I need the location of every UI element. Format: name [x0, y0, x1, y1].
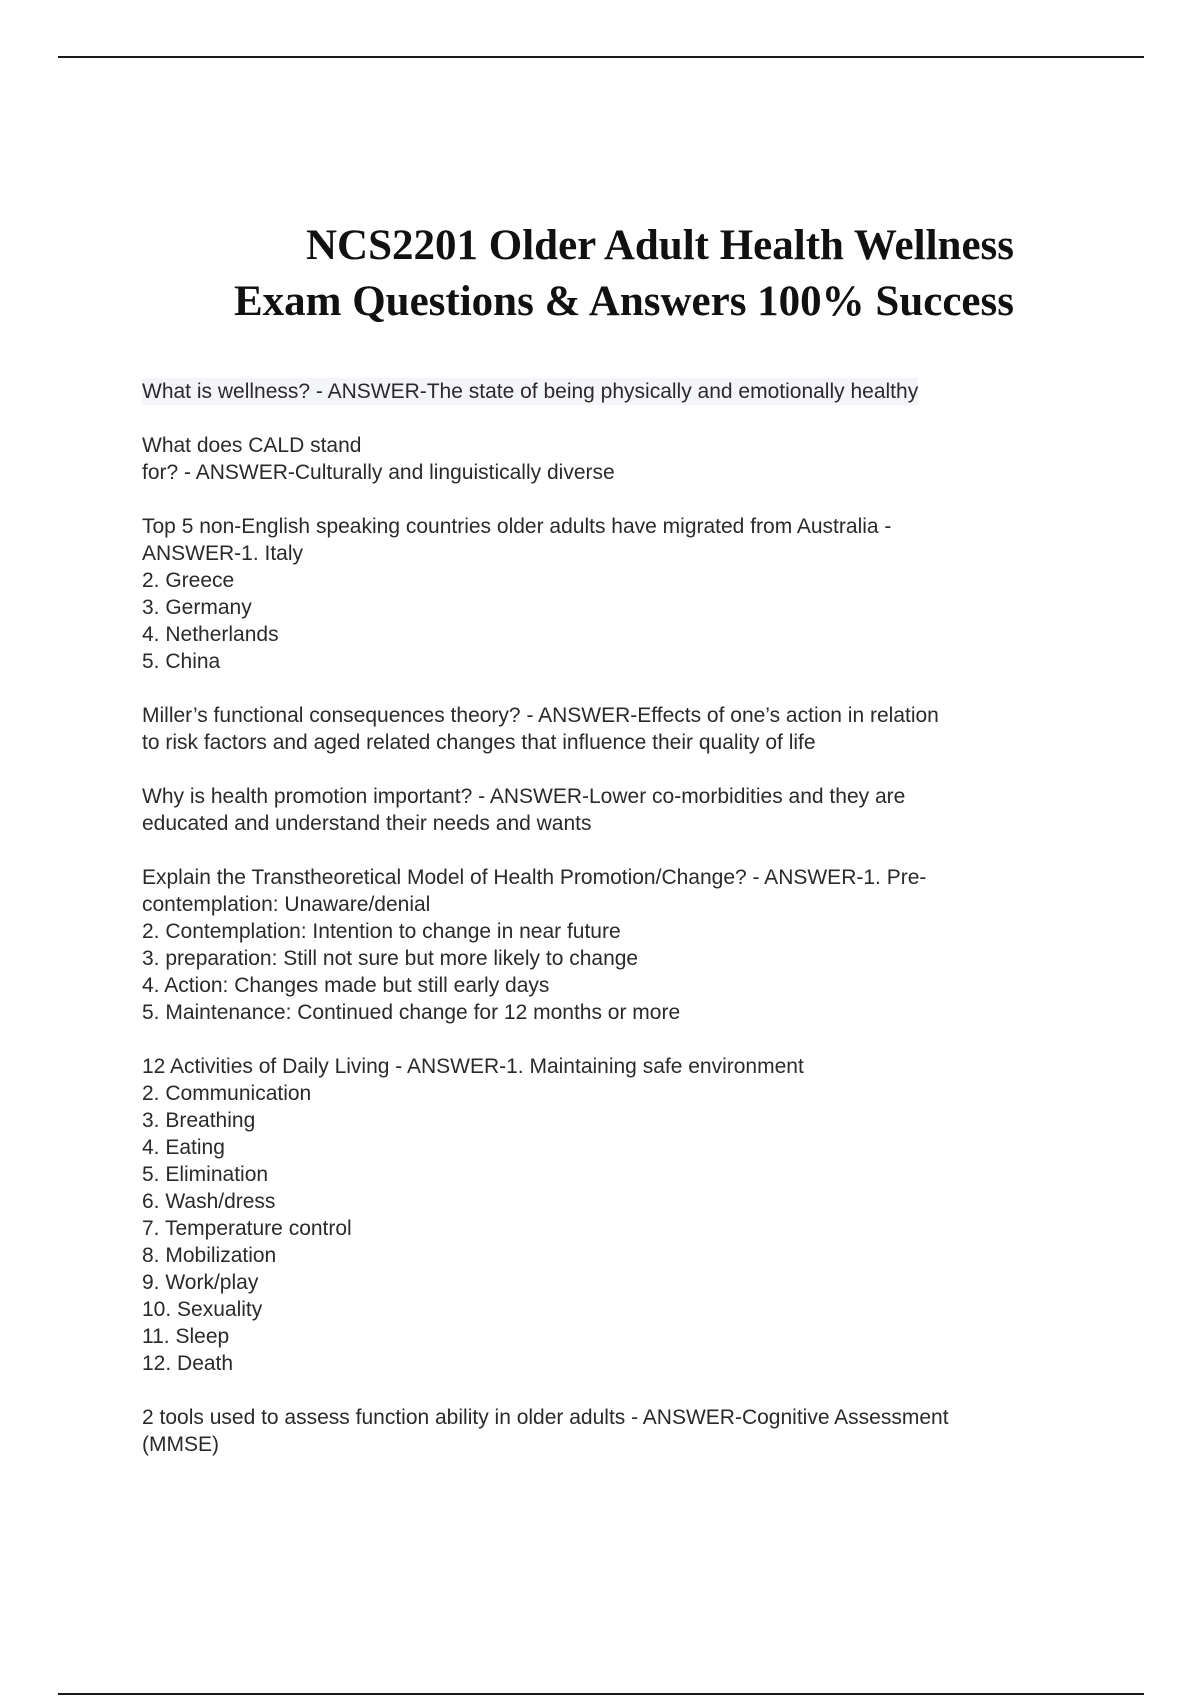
qa-line: 4. Action: Changes made but still early days [142, 974, 550, 997]
qa-line: 4. Netherlands [142, 623, 279, 646]
top-rule [58, 56, 1144, 58]
qa-line: 4. Eating [142, 1136, 225, 1159]
qa-line: What does CALD stand [142, 434, 362, 457]
qa-list [142, 378, 1062, 1485]
qa-line: contemplation: Unaware/denial [142, 893, 431, 916]
document-title [100, 218, 1014, 330]
qa-line: ANSWER-1. Italy [142, 542, 304, 565]
qa-item [142, 1053, 1062, 1377]
qa-line: 12. Death [142, 1352, 234, 1375]
qa-line: 2. Communication [142, 1082, 312, 1105]
qa-line: to risk factors and aged related changes that influence their quality of life [142, 731, 816, 754]
title-line-2: Exam Questions & Answers 100% Success [233, 278, 1014, 325]
qa-line: 2. Contemplation: Intention to change in near future [142, 920, 621, 943]
qa-line: What is wellness? - ANSWER-The state of being physically and emotionally healthy [142, 380, 919, 403]
qa-line: Top 5 non-English speaking countries older adults have migrated from Australia - [142, 515, 892, 538]
qa-line: 5. Maintenance: Continued change for 12 months or more [142, 1001, 681, 1024]
qa-line: educated and understand their needs and wants [142, 812, 592, 835]
qa-line: 5. China [142, 650, 221, 673]
qa-item [142, 378, 1062, 405]
qa-line: 2. Greece [142, 569, 235, 592]
qa-line: Miller’s functional consequences theory? - ANSWER-Effects of one’s action in relation [142, 704, 939, 727]
qa-item [142, 432, 1062, 486]
title-line-1: NCS2201 Older Adult Health Wellness [305, 222, 1014, 269]
qa-line: Explain the Transtheoretical Model of Health Promotion/Change? - ANSWER-1. Pre- [142, 866, 927, 889]
qa-line: 3. preparation: Still not sure but more likely to change [142, 947, 639, 970]
qa-line: 2 tools used to assess function ability in older adults - ANSWER-Cognitive Assessment [142, 1406, 949, 1429]
qa-line: 3. Germany [142, 596, 252, 619]
qa-line: for? - ANSWER-Culturally and linguistically diverse [142, 461, 615, 484]
qa-line: 9. Work/play [142, 1271, 259, 1294]
qa-item [142, 1404, 1062, 1458]
qa-line: 6. Wash/dress [142, 1190, 276, 1213]
qa-line: 3. Breathing [142, 1109, 256, 1132]
bottom-rule [58, 1693, 1144, 1695]
qa-line: 11. Sleep [142, 1325, 230, 1348]
qa-line: 10. Sexuality [142, 1298, 263, 1321]
qa-item [142, 864, 1062, 1026]
qa-line: Why is health promotion important? - ANSWER-Lower co-morbidities and they are [142, 785, 906, 808]
qa-line: 12 Activities of Daily Living - ANSWER-1. Maintaining safe environment [142, 1055, 804, 1078]
qa-line: (MMSE) [142, 1433, 219, 1456]
qa-line: 5. Elimination [142, 1163, 269, 1186]
qa-item [142, 702, 1062, 756]
qa-item [142, 783, 1062, 837]
qa-line: 7. Temperature control [142, 1217, 352, 1240]
qa-item [142, 513, 1062, 675]
qa-line: 8. Mobilization [142, 1244, 277, 1267]
